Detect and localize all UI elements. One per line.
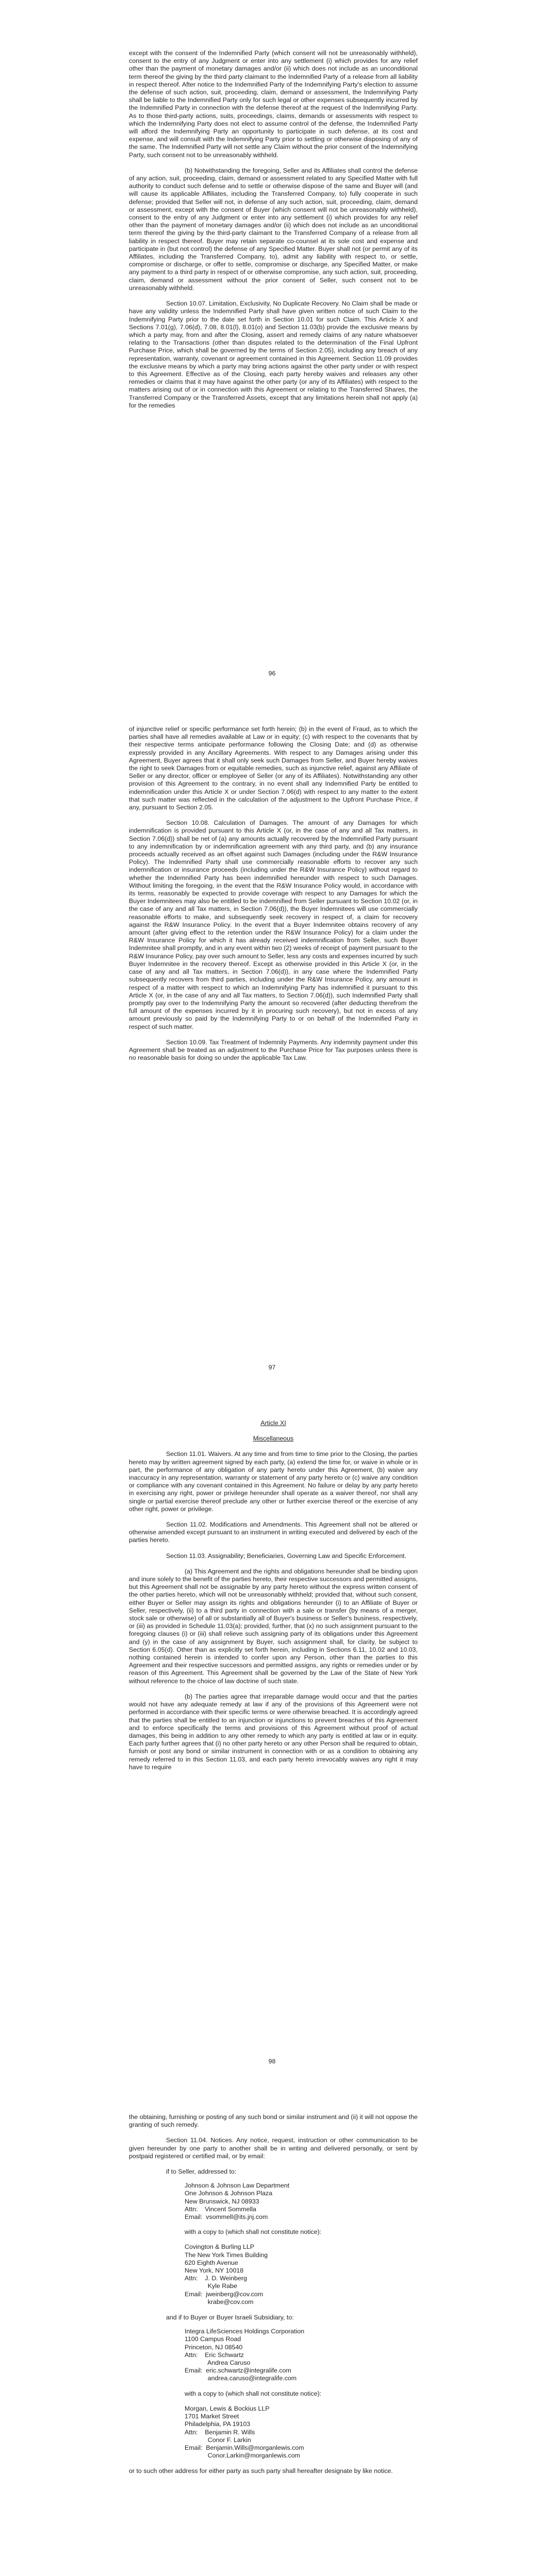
- address-line: Attn: Eric Schwartz: [185, 2351, 244, 2359]
- paragraph: Section 10.07. Limitation, Exclusivity, No Duplicate Recovery. No Claim shall be made or have any validity unless the Indemnified Party shall have given written notice of such Claim to the Indemnifying Party prior to the date set forth in Section 10.01 for such Claim. This Article X and Sections 7.01(g), 7.06(d), 7.08, 8.01(l), 8.01(o) and Section 11.03(b) provide the exclusive means by which a party may, from and after the Closing, assert and remedy claims of any nature whatsoever relating to the Transactions (other than disputes related to the determination of the Final Upfront Purchase Price, which shall be governed by the terms of Section 2.05), including any breach of any representation, warranty, covenant or agreement contained in this Agreement. Section 11.09 provides the exclusive means by which a party may bring actions against the other party under or with respect to this Agreement. Effective as of the Closing, each party hereby waives and releases any other remedies or claims that it may have against the other party (or any of its Affiliates) with respect to the matters arising out of or in connection with this Agreement or relating to the Transferred Shares, the Transferred Company or the Transferred Assets, except that any limitations herein shall not apply (a) for the remedies: [129, 300, 418, 409]
- address-line: Attn: Benjamin R. Wills: [185, 2428, 255, 2436]
- address-line: New York, NY 10018: [185, 2267, 244, 2275]
- email-line: Email: Benjamin.Wills@morganlewis.com: [185, 2444, 304, 2451]
- address-line: Morgan, Lewis & Bockius LLP: [185, 2404, 270, 2412]
- paragraph: Section 10.09. Tax Treatment of Indemnity Payments. Any indemnity payment under this Agreement shall be treated as an adjustment to the Purchase Price for Tax purposes unless there is no reasonable basis for doing so under the applicable Tax Law.: [129, 1038, 418, 1062]
- paragraph: except with the consent of the Indemnified Party (which consent will not be unreasonably withheld), consent to the entry of any Judgment or enter into any settlement (i) which provides for any relief other than the payment of monetary damages and/or (ii) which does not include as an unconditional term thereof the giving by the third party claimant to the Indemnified Party of a release from all liability in respect thereof. After notice to the Indemnified Party of the Indemnifying Party's election to assume the defense of such action, suit, proceeding, claim, demand or assessment, the Indemnifying Party shall be liable to the Indemnified Party only for such legal or other expenses subsequently incurred by the Indemnified Party in connection with the defense thereof at the request of the Indemnifying Party. As to those third-party actions, suits, proceedings, claims, demands or assessments with respect to which the Indemnifying Party does not elect to assume control of the defense, the Indemnified Party will afford the Indemnifying Party an opportunity to participate in such defense, at its cost and expense, and will consult with the Indemnifying Party prior to settling or otherwise disposing of any of the same. The Indemnified Party will not settle any Claim without the prior consent of the Indemnifying Party, such consent not to be unreasonably withheld.: [129, 49, 418, 159]
- paragraph: the obtaining, furnishing or posting of any such bond or similar instrument and (ii) it will not oppose the granting of such remedy.: [129, 2113, 418, 2129]
- seller-copy-address: [129, 2243, 418, 2306]
- paragraph: Section 10.08. Calculation of Damages. The amount of any Damages for which indemnification is provided pursuant to this Article X (or, in the case of any and all Tax matters, in Section 7.06(d)) shall be net of (a) any amounts actually recovered by the Indemnified Party pursuant to any indemnification by or indemnification agreement with any third party, and (b) any insurance proceeds actually received as an offset against such Damages (including under the R&W Insurance Policy). The Indemnified Party shall use commercially reasonable efforts to recover any such indemnification or insurance proceeds (including under the R&W Insurance Policy) without regard to whether the Indemnified Party has been indemnified hereunder with respect to such Damages. Without limiting the foregoing, in the event that the R&W Insurance Policy would, in accordance with its terms, reasonably be expected to provide coverage with respect to any Damages for which the Buyer Indemnitees may also be entitled to be indemnified from Seller pursuant to Section 10.02 (or, in the case of any and all Tax matters, in Section 7.06(d)), the Buyer Indemnitees will use commercially reasonable efforts to make, and subsequently seek recovery in respect of, a claim for recovery against the R&W Insurance Policy. In the event that a Buyer Indemnitee obtains recovery of any amount (after giving effect to the retention under the R&W Insurance Policy) for a claim under the R&W Insurance Policy for which it has already received indemnification from Seller, such Buyer Indemnitee shall promptly, and in any event within two (2) weeks of receipt of payment pursuant to the R&W Insurance Policy, pay over such amount to Seller, less any costs and expenses incurred by such Buyer Indemnitee in the recovery thereof. Except as otherwise provided in this Article X (or, in the case of any and all Tax matters, in Section 7.06(d)), in any case where the Indemnified Party subsequently recovers from third parties, including under the R&W Insurance Policy, any amount in respect of a matter with respect to which an Indemnifying Party has indemnified it pursuant to this Article X (or, in the case of any and all Tax matters, to Section 7.06(d)), such Indemnified Party shall promptly pay over to the Indemnifying Party the amount so recovered (after deducting therefrom the full amount of the expenses incurred by it in procuring such recovery), but not in excess of any amount previously so paid by the Indemnifying Party to or on behalf of the Indemnified Party in respect of such matter.: [129, 819, 418, 1030]
- email-line: Email: eric.schwartz@integralife.com: [185, 2367, 291, 2375]
- page-99: [0, 2113, 544, 2476]
- paragraph: (a) This Agreement and the rights and obligations hereunder shall be binding upon and inure solely to the benefit of the parties hereto, their respective successors and permitted assigns, but this Agreement shall not be assignable by any party hereto without the express written consent of the other parties hereto, which will not be unreasonably withheld; provided that, without such consent, either Buyer or Seller may assign its rights and obligations hereunder (i) to an Affiliate of Buyer or Seller, respectively, (ii) to a third party in connection with a sale or transfer (by means of a merger, stock sale or otherwise) of all or substantially all of Buyer's business or Seller's business, respectively, or (iii) as provided in Schedule 11.03(a); provided, further, that (x) no such assignment pursuant to the foregoing clauses (i) or (iii) shall relieve such assigning party of its obligations under this Agreement and (y) in the case of any assignment by Buyer, such assignment shall, for clarity, be subject to Section 6.05(d). Other than as explicitly set forth herein, including in Sections 6.11, 10.02 and 10.03, nothing contained herein is intended to confer upon any Person, other than the parties to this Agreement and their respective successors and permitted assigns, any rights or remedies under or by reason of this Agreement. This Agreement shall be governed by the Law of the State of New York without reference to the choice of law doctrine of such state.: [129, 1567, 418, 1685]
- article-heading: [129, 1419, 418, 1443]
- address-line: Kyle Rabe: [185, 2282, 237, 2290]
- page-number: 96: [268, 670, 276, 677]
- page-96: [0, 49, 544, 410]
- paragraph: of injunctive relief or specific performance set forth herein; (b) in the event of Fraud, as to which the parties shall have all remedies available at Law or in equity; (c) with respect to the covenants that by their respective terms anticipate performance following the Closing Date; and (d) as otherwise expressly provided in any Ancillary Agreements. With respect to any Damages arising under this Agreement, Buyer agrees that it shall only seek such Damages from Seller, and Buyer hereby waives the right to seek Damages from or equitable remedies, such as injunctive relief, against any Affiliate of Seller or any director, officer or employee of Seller (or any of its Affiliates). Notwithstanding any other provision of this Agreement to the contrary, in no event shall any Indemnified Party be entitled to indemnification under this Article X or under Section 7.06(d) with respect to any matter to the extent that such matter was reflected in the calculation of the adjustment to the Upfront Purchase Price, if any, pursuant to Section 2.05.: [129, 725, 418, 811]
- address-line: One Johnson & Johnson Plaza: [185, 2190, 273, 2197]
- email-line: Email: jweinberg@cov.com: [185, 2290, 263, 2298]
- article-title: Article XI: [260, 1419, 286, 1427]
- paragraph: Section 11.02. Modifications and Amendments. This Agreement shall not be altered or otherwise amended except pursuant to an instrument in writing executed and delivered by each of the parties hereto.: [129, 1521, 418, 1544]
- address-line: Andrea Caruso: [185, 2359, 251, 2367]
- address-line: Integra LifeSciences Holdings Corporation: [185, 2328, 305, 2335]
- email-line: Email: vsommell@its.jnj.com: [185, 2213, 268, 2221]
- address-line: Philadelphia, PA 19103: [185, 2420, 251, 2428]
- paragraph: Section 11.04. Notices. Any notice, request, instruction or other communication to be given hereunder by one party to another shall be in writing and delivered personally, or sent by postpaid registered or certified mail, or by email:: [129, 2137, 418, 2160]
- address-line: Conor F. Larkin: [185, 2436, 251, 2444]
- address-line: New Brunswick, NJ 08933: [185, 2197, 259, 2205]
- page-97: [0, 725, 544, 1062]
- address-line: Covington & Burling LLP: [185, 2243, 255, 2251]
- seller-address-label: if to Seller, addressed to:: [166, 2168, 237, 2176]
- address-line: Princeton, NJ 08540: [185, 2343, 243, 2351]
- paragraph: (b) Notwithstanding the foregoing, Seller and its Affiliates shall control the defense of any action, suit, proceeding, claim, demand or assessment related to any Specified Matter with full authority to conduct such defense and to settle or otherwise dispose of the same and Buyer will (and will cause its applicable Affiliates, including the Transferred Company, to) fully cooperate in such defense; provided that Seller will not, in defense of any such action, suit, proceeding, claim, demand or assessment, except with the consent of Buyer (which consent will not be unreasonably withheld), consent to the entry of any Judgment or enter into any settlement (i) which provides for any relief other than the payment of monetary damages and/or (ii) which does not include as an unconditional term thereof the giving by the third-party claimant to the Transferred Company of a release from all liability in respect thereof. Buyer may retain separate co-counsel at its sole cost and expense and participate in (but not control) the defense of any Specified Matter. Buyer shall not (or permit any of its Affiliates, including the Transferred Company, to), admit any liability with respect to, or settle, compromise or discharge, or offer to settle, compromise or discharge, any Specified Matter, or make any payment to a third party in respect of or otherwise compromise, any such action, suit, proceeding, claim, demand or assessment without the prior consent of Seller, such consent not to be unreasonably withheld.: [129, 166, 418, 292]
- buyer-address-label: and if to Buyer or Buyer Israeli Subsidiary, to:: [166, 2314, 294, 2321]
- address-line: 1701 Market Street: [185, 2413, 239, 2420]
- address-line: Johnson & Johnson Law Department: [185, 2182, 290, 2190]
- buyer-copy-address: [129, 2405, 418, 2460]
- address-line: Attn: J. D. Weinberg: [185, 2275, 247, 2282]
- paragraph: (b) The parties agree that irreparable damage would occur and that the parties would not have any adequate remedy at law if any of the provisions of this Agreement were not performed in accordance with their specific terms or were otherwise breached. It is accordingly agreed that the parties shall be entitled to an injunction or injunctions to prevent breaches of this Agreement and to enforce specifically the terms and provisions of this Agreement without proof of actual damages, this being in addition to any other remedy to which any party is entitled at law or in equity. Each party further agrees that (i) no other party hereto or any other Person shall be required to obtain, furnish or post any bond or similar instrument in connection with or as a condition to obtaining any remedy referred to in this Section 11.03, and each party hereto irrevocably waives any right it may have to require: [129, 1692, 418, 1771]
- seller-copy-label: with a copy to (which shall not constitute notice):: [185, 2228, 322, 2236]
- address-line: The New York Times Building: [185, 2251, 268, 2259]
- buyer-copy-label: with a copy to (which shall not constitute notice):: [185, 2389, 322, 2397]
- paragraph: Section 11.01. Waivers. At any time and from time to time prior to the Closing, the parties hereto may by written agreement signed by each party, (a) extend the time for, or waive in whole or in part, the performance of any obligation of any party hereto under this Agreement, (b) waive any inaccuracy in any representation, warranty or statement of any party hereto or (c) waive any condition or compliance with any covenant contained in this Agreement. No failure or delay by any party hereto in exercising any right, power or privilege hereunder shall operate as a waiver thereof, nor shall any single or partial exercise thereof preclude any other or further exercise thereof or the exercise of any other right, power or privilege.: [129, 1450, 418, 1513]
- closing-paragraph: or to such other address for either party as such party shall hereafter designate by like notice.: [129, 2467, 393, 2475]
- address-line: 1100 Campus Road: [185, 2335, 241, 2343]
- email-line: krabe@cov.com: [185, 2298, 254, 2306]
- paragraph: Section 11.03. Assignability; Beneficiaries, Governing Law and Specific Enforcement.: [166, 1552, 407, 1560]
- email-line: andrea.caruso@integralife.com: [185, 2375, 297, 2382]
- email-line: Conor.Larkin@morganlewis.com: [185, 2452, 300, 2460]
- seller-address: [129, 2182, 418, 2221]
- article-subtitle: Miscellaneous: [253, 1435, 294, 1443]
- page-98: [0, 1419, 544, 1771]
- address-line: Attn: Vincent Sommella: [185, 2205, 256, 2213]
- page-number: 98: [268, 2058, 276, 2065]
- address-line: 620 Eighth Avenue: [185, 2259, 238, 2266]
- buyer-address: [129, 2328, 418, 2382]
- page-number: 97: [268, 1364, 276, 1371]
